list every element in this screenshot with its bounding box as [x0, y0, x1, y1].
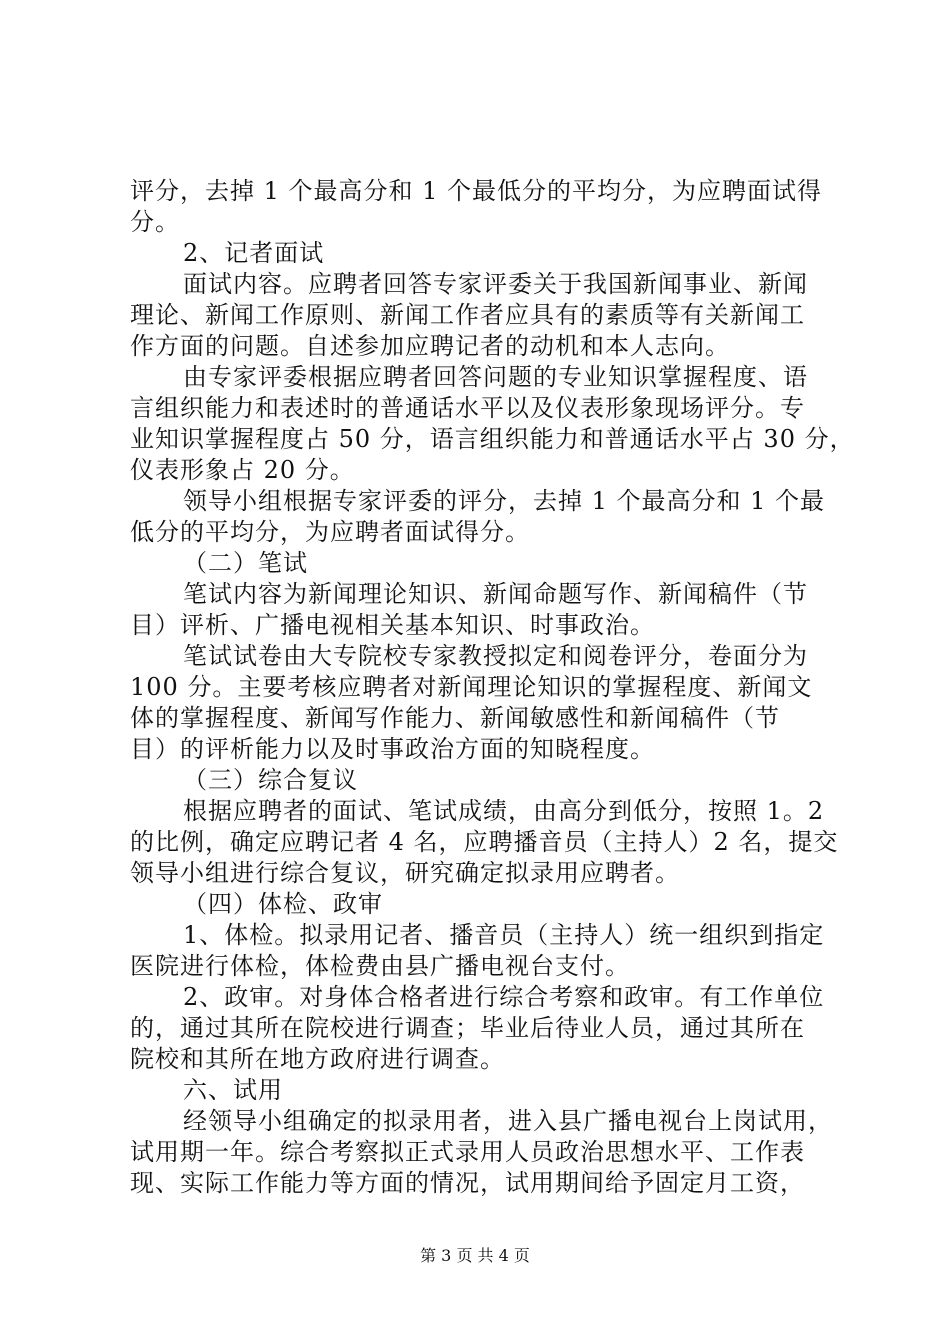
text-line: 的比例，确定应聘记者 4 名，应聘播音员（主持人）2 名，提交 — [130, 828, 839, 856]
text-line: 分。 — [130, 208, 180, 236]
text-line: 经领导小组确定的拟录用者，进入县广播电视台上岗试用， — [183, 1107, 833, 1135]
text-line: 业知识掌握程度占 50 分，语言组织能力和普通话水平占 30 分， — [130, 425, 855, 453]
text-line: 由专家评委根据应聘者回答问题的专业知识掌握程度、语 — [183, 363, 808, 391]
section-heading: （三）综合复议 — [183, 766, 358, 794]
text-line: 低分的平均分，为应聘者面试得分。 — [130, 518, 530, 546]
text-line: 仪表形象占 20 分。 — [130, 456, 355, 484]
page-number-footer: 第 3 页 共 4 页 — [420, 1246, 530, 1265]
text-line: 体的掌握程度、新闻写作能力、新闻敏感性和新闻稿件（节 — [130, 704, 780, 732]
text-line: 作方面的问题。自述参加应聘记者的动机和本人志向。 — [130, 332, 730, 360]
text-line: 医院进行体检，体检费由县广播电视台支付。 — [130, 952, 630, 980]
section-heading: 2、记者面试 — [183, 239, 325, 267]
text-line: 100 分。主要考核应聘者对新闻理论知识的掌握程度、新闻文 — [130, 673, 813, 701]
section-heading: 六、试用 — [183, 1076, 283, 1104]
text-line: 试用期一年。综合考察拟正式录用人员政治思想水平、工作表 — [130, 1138, 805, 1166]
text-line: 现、实际工作能力等方面的情况，试用期间给予固定月工资， — [130, 1169, 805, 1197]
text-line: 的，通过其所在院校进行调查；毕业后待业人员，通过其所在 — [130, 1014, 805, 1042]
text-line: 评分，去掉 1 个最高分和 1 个最低分的平均分，为应聘面试得 — [130, 177, 823, 205]
text-line: 目）评析、广播电视相关基本知识、时事政治。 — [130, 611, 655, 639]
text-line: 2、政审。对身体合格者进行综合考察和政审。有工作单位 — [183, 983, 825, 1011]
text-line: 面试内容。应聘者回答专家评委关于我国新闻事业、新闻 — [183, 270, 808, 298]
text-line: 理论、新闻工作原则、新闻工作者应具有的素质等有关新闻工 — [130, 301, 805, 329]
section-heading: （四）体检、政审 — [183, 890, 383, 918]
text-line: 目）的评析能力以及时事政治方面的知晓程度。 — [130, 735, 655, 763]
text-line: 根据应聘者的面试、笔试成绩，由高分到低分，按照 1。2 — [183, 797, 825, 825]
text-line: 领导小组根据专家评委的评分，去掉 1 个最高分和 1 个最 — [183, 487, 826, 515]
text-line: 笔试试卷由大专院校专家教授拟定和阅卷评分，卷面分为 — [183, 642, 808, 670]
text-line: 笔试内容为新闻理论知识、新闻命题写作、新闻稿件（节 — [183, 580, 808, 608]
section-heading: （二）笔试 — [183, 549, 308, 577]
text-line: 领导小组进行综合复议，研究确定拟录用应聘者。 — [130, 859, 680, 887]
text-line: 言组织能力和表述时的普通话水平以及仪表形象现场评分。专 — [130, 394, 805, 422]
text-line: 1、体检。拟录用记者、播音员（主持人）统一组织到指定 — [183, 921, 825, 949]
text-line: 院校和其所在地方政府进行调查。 — [130, 1045, 505, 1073]
